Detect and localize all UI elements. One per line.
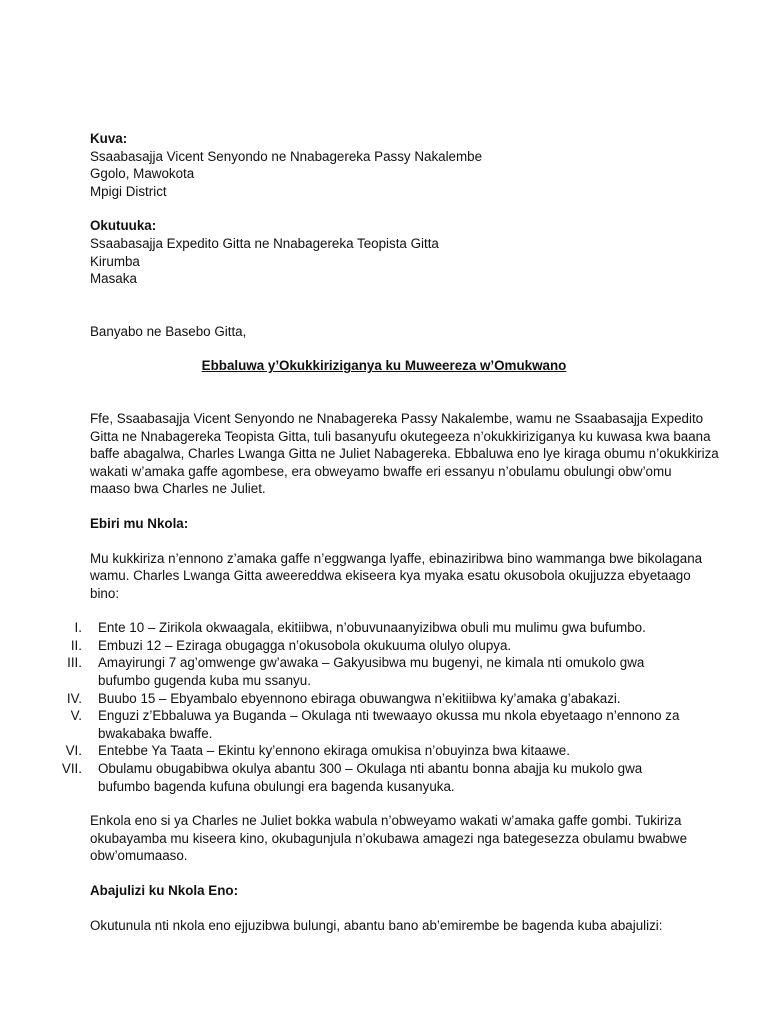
section-heading-witnesses: Abajulizi ku Nkola Eno: bbox=[90, 883, 239, 898]
paragraph-line: obw’omumaaso. bbox=[90, 848, 188, 864]
list-item bbox=[50, 690, 650, 708]
closing-paragraph bbox=[90, 812, 690, 865]
paragraph-line: bino: bbox=[90, 585, 120, 601]
list-item-text: bufumbo gugenda kuba mu ssanyu. bbox=[98, 673, 311, 689]
salutation: Banyabo ne Basebo Gitta, bbox=[90, 323, 247, 339]
paragraph-line: baffe abagalwa, Charles Lwanga Gitta ne Juliet Nabagereka. Ebbaluwa eno lye kiraga obumu n’okukkiriza bbox=[90, 446, 719, 462]
list-item-text: bwakabaka bwaffe. bbox=[98, 725, 213, 741]
letter-title: Ebbaluwa y’Okukkiriziganya ku Muweereza w’Omukwano bbox=[201, 358, 567, 374]
list-item bbox=[50, 742, 650, 760]
list-numeral: V. bbox=[70, 708, 82, 724]
from-district-line: Masaka bbox=[90, 271, 137, 287]
paragraph-line: okubayamba mu kiseera kino, okubagunjula n’okubawa amagezi nga bategesezza obulamu bwabwe bbox=[90, 830, 688, 846]
list-item-text: Embuzi 12 – Eziraga obugagga n’okusobola okukuuma olulyo olupya. bbox=[98, 637, 512, 653]
list-item-text: Enguzi z’Ebbaluwa ya Buganda – Okulaga nti twewaayo okussa mu nkola ebyetaago n’ennono za bbox=[98, 708, 680, 724]
letter-body bbox=[61, 130, 719, 934]
list-item bbox=[50, 654, 650, 689]
paragraph-line: Enkola eno si ya Charles ne Juliet bokka wabula n’obweyamo wakati w’amaka gaffe gombi. Tukiriza bbox=[90, 813, 682, 829]
list-numeral: I. bbox=[74, 620, 82, 636]
to-address-line: Ggolo, Mawokota bbox=[90, 166, 195, 182]
list-numeral: VI. bbox=[65, 743, 82, 759]
list-item-text: Obulamu obugabibwa okulya abantu 300 – Okulaga nti abantu bonna abajja ku mukolo gwa bbox=[98, 761, 643, 777]
list-item-text: Buubo 15 – Ebyambalo ebyennono ebiraga obuwangwa n’ekitiibwa ky’amaka g’abakazi. bbox=[98, 690, 621, 706]
to-name-line: Ssaabasajja Vicent Senyondo ne Nnabagereka Passy Nakalembe bbox=[90, 148, 483, 164]
list-item-text: Ente 10 – Zirikola okwaagala, ekitiibwa, n’obuvunaanyizibwa obuli mu mulimu gwa bufumbo. bbox=[98, 620, 646, 636]
from-heading: Okutuuka: bbox=[90, 218, 157, 234]
list-item bbox=[50, 637, 650, 655]
from-address-line: Kirumba bbox=[90, 253, 140, 269]
requirements-list bbox=[50, 619, 680, 795]
paragraph-line: maaso bwa Charles ne Juliet. bbox=[90, 481, 266, 497]
section-heading-nkola: Ebiri mu Nkola: bbox=[90, 515, 189, 531]
paragraph-line: Mu kukkiriza n’ennono z’amaka gaffe n’eggwanga lyaffe, ebinaziribwa bino wammanga bwe bikolagana bbox=[90, 550, 703, 566]
list-item bbox=[50, 707, 680, 742]
list-numeral: VII. bbox=[61, 761, 82, 777]
from-name-line: Ssaabasajja Expedito Gitta ne Nnabagereka Teopista Gitta bbox=[90, 235, 439, 251]
list-item bbox=[50, 760, 650, 795]
paragraph-line: Gitta ne Nnabagereka Teopista Gitta, tuli basanyufu okutegeeza n’okukkiriziganya ku kuwasa kwa baana bbox=[90, 428, 711, 444]
list-item-text: bufumbo bagenda kufuna obulungi era bagenda kusanyuka. bbox=[98, 778, 455, 794]
intro-paragraph bbox=[90, 410, 719, 498]
list-item-text: Amayirungi 7 ag’omwenge gw’awaka – Gakyusibwa mu bugenyi, ne kimala nti omukolo gwa bbox=[98, 655, 645, 671]
witnesses-paragraph: Okutunula nti nkola eno ejjuzibwa bulungi, abantu bano ab’emirembe be bagenda kuba abajulizi: bbox=[90, 917, 663, 933]
list-numeral: II. bbox=[70, 637, 82, 653]
list-numeral: III. bbox=[67, 655, 82, 671]
to-district-line: Mpigi District bbox=[90, 183, 167, 199]
list-numeral: IV. bbox=[66, 690, 82, 706]
paragraph-line: wakati w’amaka gaffe agombese, era obweyamo bwaffe eri essanyu n’obulamu obulungi obw’omu bbox=[90, 463, 672, 479]
list-item bbox=[50, 619, 650, 637]
paragraph-line: Ffe, Ssaabasajja Vicent Senyondo ne Nnabagereka Passy Nakalembe, wamu ne Ssaabasajja Expedito bbox=[90, 410, 704, 426]
requirements-paragraph bbox=[90, 550, 703, 603]
paragraph-line: wamu. Charles Lwanga Gitta aweereddwa ekiseera kya myaka esatu okusobola okujjuzza ebyetaago bbox=[90, 568, 691, 584]
list-item-text: Entebbe Ya Taata – Ekintu ky’ennono ekiraga omukisa n’obuyinza bwa kitaawe. bbox=[98, 743, 570, 759]
to-heading: Kuva: bbox=[90, 131, 128, 146]
